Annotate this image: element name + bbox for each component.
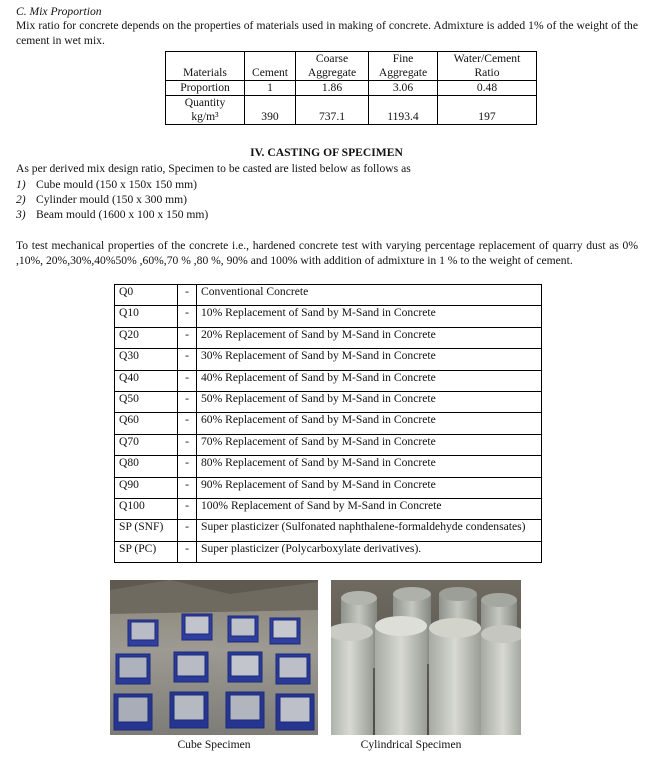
table-row — [115, 285, 542, 306]
desc-cell: 70% Replacement of Sand by M-Sand in Concrete — [197, 434, 542, 455]
dash-cell: - — [178, 498, 197, 519]
dash-cell: - — [178, 370, 197, 391]
dash-cell: - — [178, 306, 197, 327]
cube-specimen-photo — [110, 580, 318, 735]
dash-cell: - — [178, 413, 197, 434]
table-row — [115, 520, 542, 541]
table-row — [115, 434, 542, 455]
table-cell: 737.1 — [296, 96, 369, 125]
table-cell: 390 — [245, 96, 296, 125]
table-row — [115, 456, 542, 477]
list-number: 1) — [16, 178, 26, 191]
code-cell: Q60 — [115, 413, 178, 434]
code-cell: Q10 — [115, 306, 178, 327]
dash-cell: - — [178, 285, 197, 306]
table-row — [115, 327, 542, 348]
code-cell: Q80 — [115, 456, 178, 477]
desc-cell: Super plasticizer (Polycarboxylate derivatives). — [197, 541, 542, 562]
list-text: Cube mould (150 x 150x 150 mm) — [36, 178, 198, 191]
table-cell — [438, 52, 537, 81]
replacement-table — [114, 284, 542, 563]
cell-line: Aggregate — [307, 66, 357, 79]
table-cell — [369, 52, 438, 81]
desc-cell: 30% Replacement of Sand by M-Sand in Concrete — [197, 349, 542, 370]
list-text: Cylinder mould (150 x 300 mm) — [36, 193, 188, 206]
cube-specimen-image — [110, 580, 318, 735]
dash-cell: - — [178, 477, 197, 498]
table-cell: 197 — [438, 96, 537, 125]
table-row — [115, 370, 542, 391]
dash-cell: - — [178, 520, 197, 541]
dash-cell: - — [178, 349, 197, 370]
list-number: 2) — [16, 193, 26, 206]
table-cell: Materials — [166, 52, 245, 81]
dash-cell: - — [178, 434, 197, 455]
table-row — [115, 349, 542, 370]
code-cell: SP (SNF) — [115, 520, 178, 541]
cylinder-caption: Cylindrical Specimen — [360, 738, 462, 751]
cell-line: kg/m³ — [191, 110, 219, 123]
dash-cell: - — [178, 327, 197, 348]
cylinder-specimen-photo — [331, 580, 521, 735]
desc-cell: 10% Replacement of Sand by M-Sand in Concrete — [197, 306, 542, 327]
code-cell: Q70 — [115, 434, 178, 455]
table-cell: 1193.4 — [369, 96, 438, 125]
cell-line: Fine — [392, 52, 414, 65]
table-row — [115, 541, 542, 562]
table-row — [166, 52, 537, 81]
cell-line: Coarse — [315, 52, 349, 65]
code-cell: Q50 — [115, 391, 178, 412]
table-cell: 1.86 — [296, 81, 369, 96]
dash-cell: - — [178, 391, 197, 412]
code-cell: Q20 — [115, 327, 178, 348]
cell-line: Water/Cement — [453, 52, 521, 65]
table-row — [166, 96, 537, 125]
mix-proportion-table — [165, 51, 537, 125]
desc-cell: 90% Replacement of Sand by M-Sand in Concrete — [197, 477, 542, 498]
table-cell: 1 — [245, 81, 296, 96]
desc-cell: Super plasticizer (Sulfonated naphthalene-formaldehyde condensates) — [197, 520, 542, 541]
list-item — [16, 192, 187, 207]
desc-cell: 60% Replacement of Sand by M-Sand in Concrete — [197, 413, 542, 434]
casting-heading: IV. CASTING OF SPECIMEN — [250, 146, 403, 159]
list-text: Beam mould (1600 x 100 x 150 mm) — [36, 208, 209, 221]
desc-cell: 50% Replacement of Sand by M-Sand in Concrete — [197, 391, 542, 412]
casting-intro: As per derived mix design ratio, Specimen to be casted are listed below as follows as — [16, 162, 411, 175]
table-cell — [296, 52, 369, 81]
table-row — [115, 306, 542, 327]
desc-cell: 40% Replacement of Sand by M-Sand in Concrete — [197, 370, 542, 391]
desc-cell: Conventional Concrete — [197, 285, 542, 306]
table-row — [115, 498, 542, 519]
list-number: 3) — [16, 208, 26, 221]
test-paragraph: To test mechanical properties of the concrete i.e., hardened concrete test with varying percentage replacement of quarry dust as 0% ,10%, 20%,30%,40%50% ,60%,70 % ,80 %, 90% and 100% with addition of admixture in 1 % to the weight of cement. — [16, 239, 638, 268]
code-cell: Q0 — [115, 285, 178, 306]
desc-cell: 100% Replacement of Sand by M-Sand in Concrete — [197, 498, 542, 519]
table-cell: Cement — [245, 52, 296, 81]
list-item — [16, 177, 197, 192]
desc-cell: 20% Replacement of Sand by M-Sand in Concrete — [197, 327, 542, 348]
table-row — [115, 413, 542, 434]
table-row — [166, 81, 537, 96]
code-cell: Q90 — [115, 477, 178, 498]
cell-line: Quantity — [184, 96, 226, 109]
list-item — [16, 207, 208, 222]
code-cell: SP (PC) — [115, 541, 178, 562]
cube-caption: Cube Specimen — [177, 738, 251, 751]
code-cell: Q100 — [115, 498, 178, 519]
section-heading: C. Mix Proportion — [16, 5, 102, 18]
desc-cell: 80% Replacement of Sand by M-Sand in Concrete — [197, 456, 542, 477]
code-cell: Q40 — [115, 370, 178, 391]
table-row — [115, 391, 542, 412]
code-cell: Q30 — [115, 349, 178, 370]
dash-cell: - — [178, 456, 197, 477]
cylinder-specimen-image — [331, 580, 521, 735]
cell-line: Aggregate — [378, 66, 428, 79]
dash-cell: - — [178, 541, 197, 562]
table-row — [115, 477, 542, 498]
table-cell — [166, 96, 245, 125]
mix-intro-paragraph: Mix ratio for concrete depends on the properties of materials used in making of concrete. Admixture is added 1% of the weight of the cement in wet mix. — [16, 19, 638, 48]
table-cell: Proportion — [166, 81, 245, 96]
table-cell: 3.06 — [369, 81, 438, 96]
cell-line: Ratio — [474, 66, 500, 79]
table-cell: 0.48 — [438, 81, 537, 96]
